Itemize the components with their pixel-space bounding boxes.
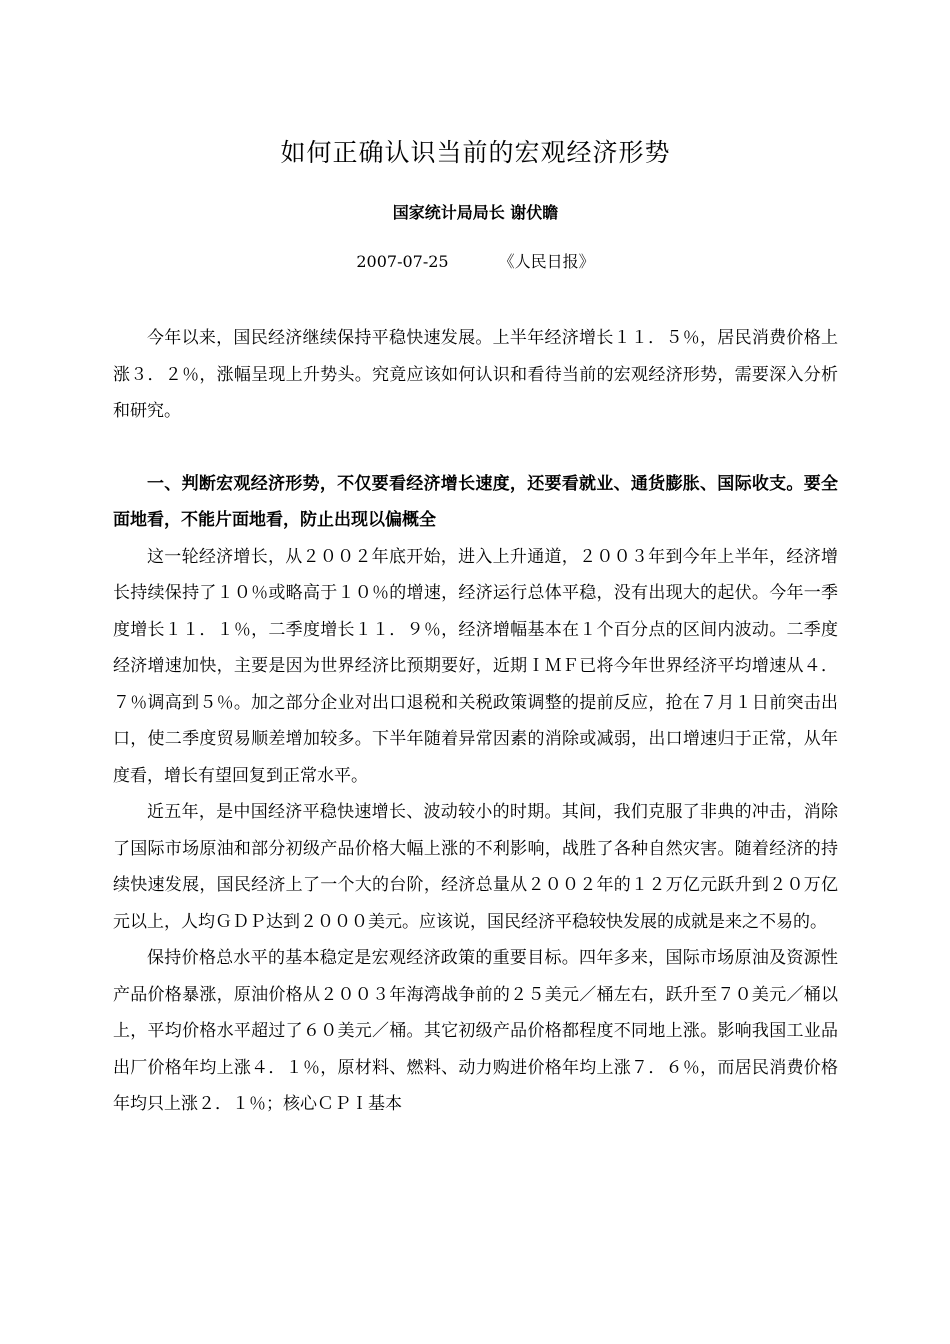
section-heading: 一、判断宏观经济形势，不仅要看经济增长速度，还要看就业、通货膨胀、国际收支。要全面地看，不能片面地看，防止出现以偏概全 bbox=[113, 473, 838, 530]
paragraph-intro: 今年以来，国民经济继续保持平稳快速发展。上半年经济增长１１．５％，居民消费价格上涨３．２％，涨幅呈现上升势头。究竟应该如何认识和看待当前的宏观经济形势，需要深入分析和研究。 bbox=[113, 328, 838, 421]
publish-date: 2007-07-25 bbox=[356, 252, 449, 271]
paragraph: 近五年，是中国经济平稳快速增长、波动较小的时期。其间，我们克服了非典的冲击，消除了国际市场原油和部分初级产品价格大幅上涨的不利影响，战胜了各种自然灾害。随着经济的持续快速发展，国民经济上了一个大的台阶，经济总量从２００２年的１２万亿元跃升到２０万亿元以上，人均ＧＤＰ达到２０００美元。应该说，国民经济平稳较快发展的成就是来之不易的。 bbox=[113, 802, 838, 932]
publication-source: 《人民日报》 bbox=[498, 252, 595, 271]
dateline bbox=[113, 248, 838, 276]
author-line: 国家统计局局长 谢伏瞻 bbox=[392, 203, 559, 222]
paragraph: 保持价格总水平的基本稳定是宏观经济政策的重要目标。四年多来，国际市场原油及资源性产品价格暴涨，原油价格从２００３年海湾战争前的２５美元／桶左右，跃升至７０美元／桶以上，平均价格水平超过了６０美元／桶。其它初级产品价格都程度不同地上涨。影响我国工业品出厂价格年均上涨４．１％，原材料、燃料、动力购进价格年均上涨７．６％，而居民消费价格年均只上涨２．１％；核心ＣＰＩ基本 bbox=[113, 948, 838, 1114]
article-body bbox=[113, 320, 838, 1123]
paragraph: 这一轮经济增长，从２００２年底开始，进入上升通道，２００３年到今年上半年，经济增长持续保持了１０％或略高于１０％的增速，经济运行总体平稳，没有出现大的起伏。今年一季度增长１１．１％，二季度增长１１．９％，经济增幅基本在１个百分点的区间内波动。二季度经济增速加快，主要是因为世界经济比预期要好，近期ＩＭＦ已将今年世界经济平均增速从４．７％调高到５％。加之部分企业对出口退税和关税政策调整的提前反应，抢在７月１日前突击出口，使二季度贸易顺差增加较多。下半年随着异常因素的消除或减弱，出口增速归于正常，从年度看，增长有望回复到正常水平。 bbox=[113, 546, 838, 786]
document-title: 如何正确认识当前的宏观经济形势 bbox=[280, 138, 671, 167]
